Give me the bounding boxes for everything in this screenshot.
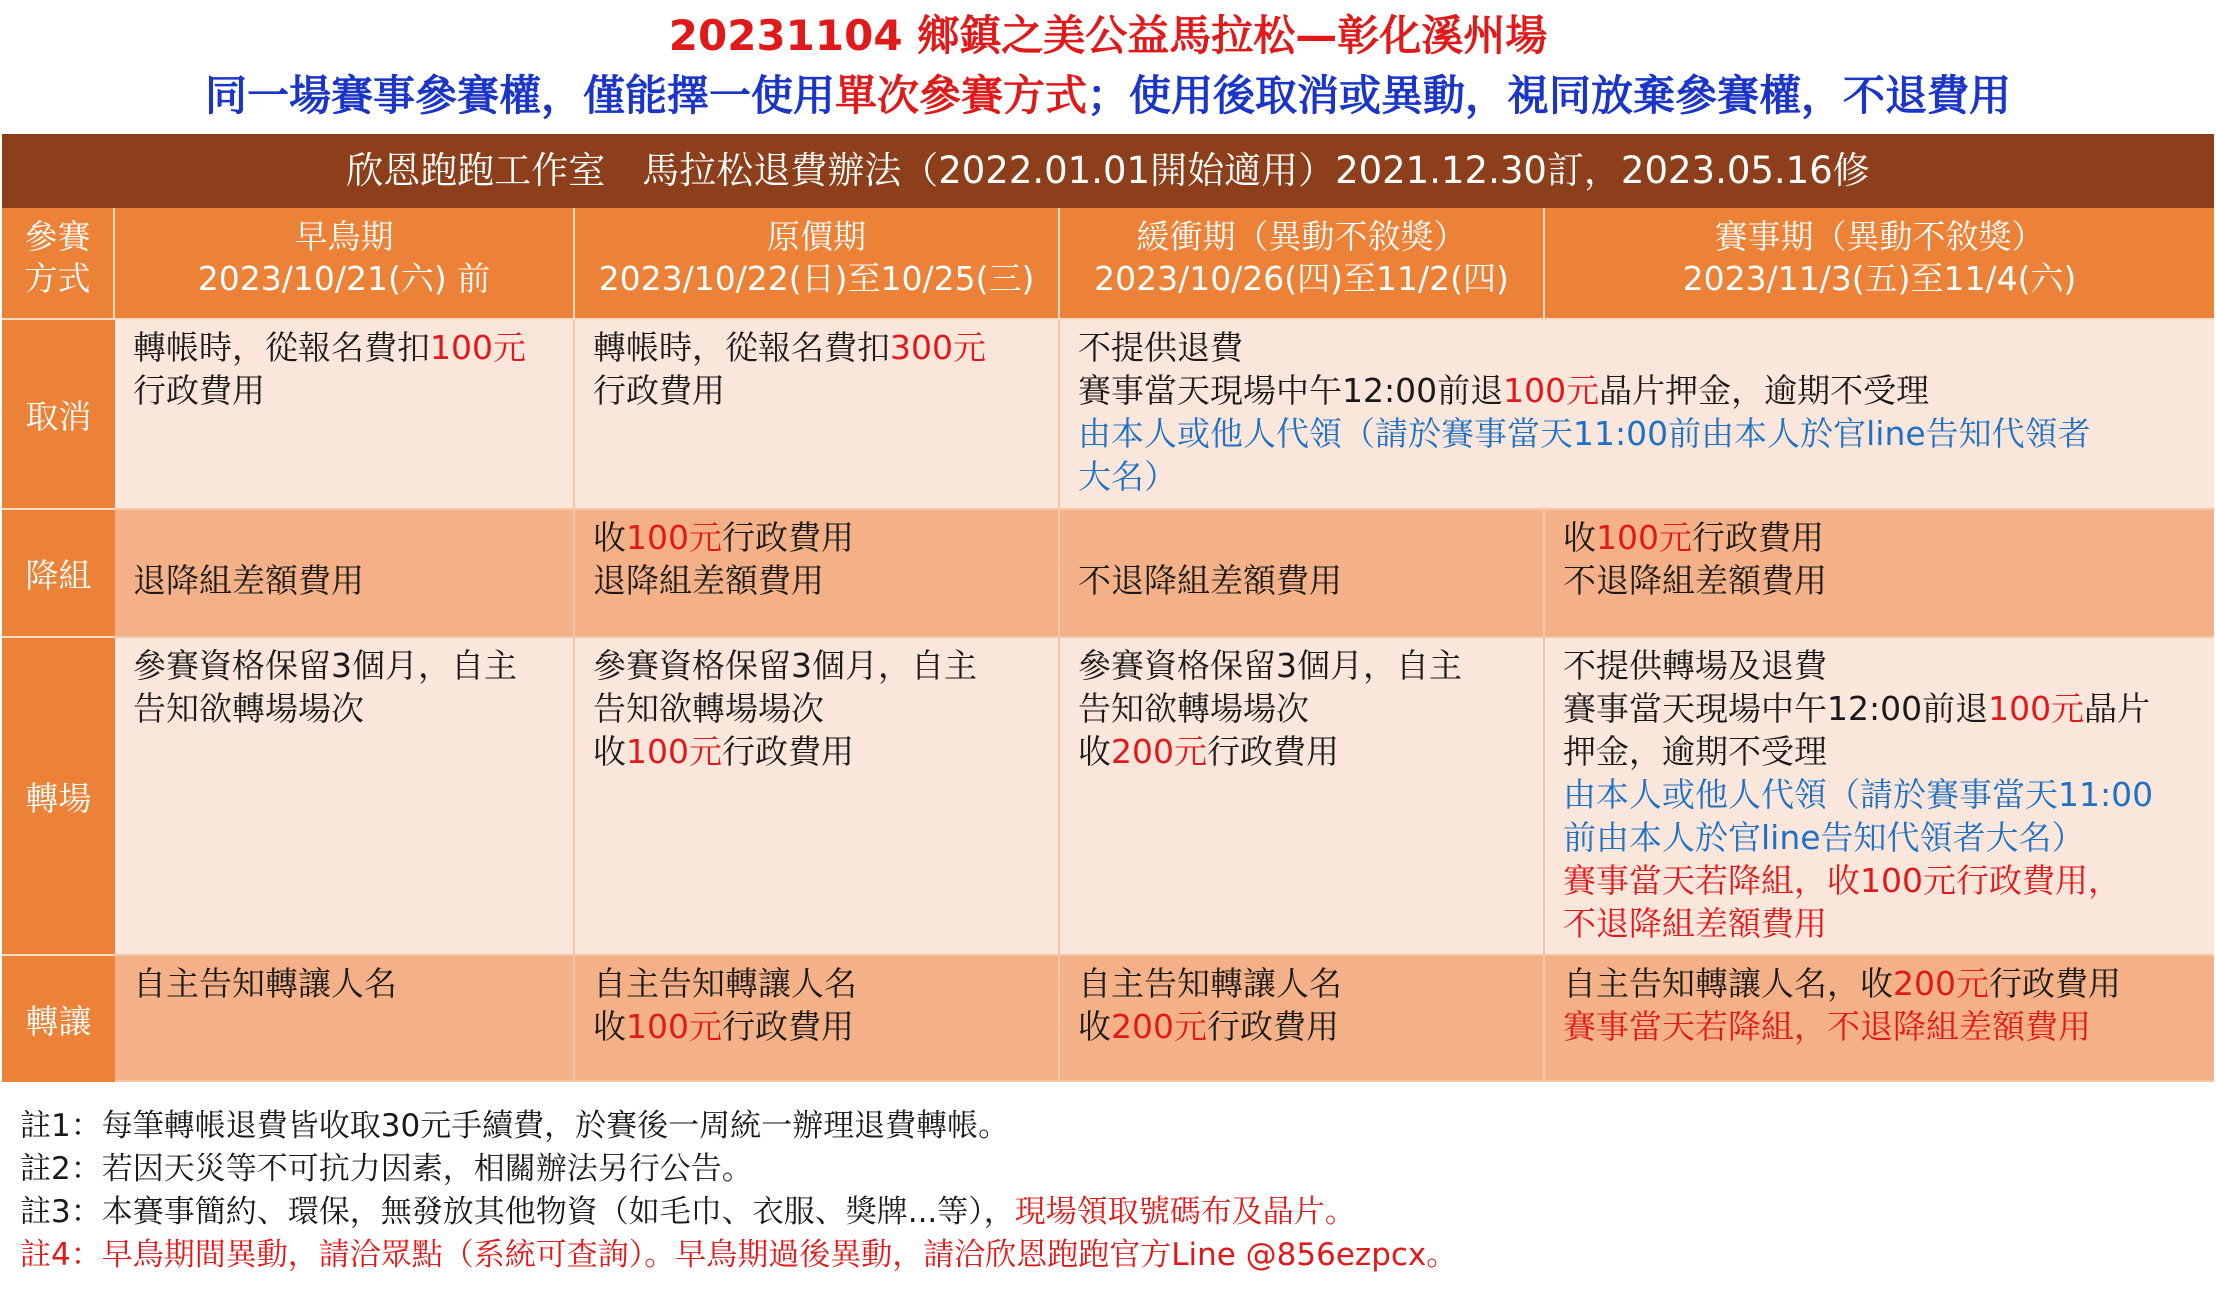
row-head-transfer-event-label: 轉場 [25, 778, 92, 818]
row-head-downgrade-label: 降組 [25, 555, 92, 595]
note-2: 註2：若因天災等不可抗力因素，相關辦法另行公告。 [20, 1151, 753, 1187]
text: 行政費用 [722, 518, 854, 557]
transfer-event-early-line1: 參賽資格保留3個月，自主 [133, 646, 517, 685]
transfer-name-race-cell [1545, 956, 2214, 1082]
cancel-regular-line1 [593, 326, 1048, 369]
refund-policy-banner: 欣恩跑跑工作室 馬拉松退費辦法（2022.01.01開始適用）2021.12.30訂，2023.05.16修 [2, 134, 2214, 208]
fee-highlight: 100元 [1503, 371, 1600, 410]
fee-highlight: 100元 [430, 328, 526, 367]
row-head-downgrade [2, 510, 115, 638]
fee-highlight: 200元 [1893, 964, 1989, 1003]
transfer-event-regular-line2: 告知欲轉場場次 [593, 689, 824, 728]
row-head-transfer-name [2, 956, 115, 1082]
text: 自主告知轉讓人名，收 [1563, 964, 1893, 1003]
header-method-line2: 方式 [24, 259, 91, 298]
transfer-name-race-line2: 賽事當天若降組，不退降組差額費用 [1563, 1007, 2091, 1046]
text: 行政費用 [1989, 964, 2121, 1003]
note-3 [20, 1191, 1457, 1234]
text: 收 [593, 1007, 626, 1046]
transfer-name-buffer-cell [1060, 956, 1545, 1082]
transfer-event-race-line7: 不退降組差額費用 [1563, 904, 1827, 943]
fee-highlight: 100元 [626, 518, 722, 557]
fee-highlight: 100元 [1988, 689, 2085, 728]
header-race-label: 賽事期（異動不敘獎） [1714, 217, 2045, 256]
transfer-event-race-cell [1545, 638, 2214, 956]
transfer-name-early-line1: 自主告知轉讓人名 [133, 964, 397, 1003]
text: 賽事當天現場中午12:00前退 [1563, 689, 1989, 728]
transfer-event-race-line2 [1563, 687, 2204, 730]
header-early-date: 2023/10/21(六) 前 [197, 259, 491, 298]
note-1: 註1：每筆轉帳退費皆收取30元手續費，於賽後一周統一辦理退費轉帳。 [20, 1108, 1010, 1144]
text: 註3：本賽事簡約、環保，無發放其他物資（如毛巾、衣服、獎牌...等）， [20, 1194, 1015, 1230]
header-buffer-label: 緩衝期（異動不敘獎） [1136, 217, 1467, 256]
fee-highlight: 200元 [1111, 1007, 1207, 1046]
transfer-name-regular-line1: 自主告知轉讓人名 [593, 964, 857, 1003]
downgrade-regular-cell [575, 510, 1060, 638]
cancel-early-cell [115, 320, 575, 510]
transfer-event-regular-cell [575, 638, 1060, 956]
transfer-event-buffer-line3 [1078, 730, 1533, 773]
downgrade-regular-line1 [593, 516, 1048, 559]
header-race [1545, 208, 2214, 320]
transfer-event-regular-line3 [593, 730, 1048, 773]
transfer-event-race-line4: 由本人或他人代領（請於賽事當天11:00 [1563, 775, 2154, 814]
text: 行政費用 [722, 1007, 854, 1046]
note-4: 註4：早鳥期間異動，請洽眾點（系統可查詢）。早鳥期過後異動，請洽欣恩跑跑官方Line @856ezpcx。 [20, 1237, 1458, 1273]
fee-highlight: 300元 [890, 328, 986, 367]
header-race-date: 2023/11/3(五)至11/4(六) [1682, 259, 2077, 298]
header-buffer [1060, 208, 1545, 320]
text: 收 [1563, 518, 1596, 557]
transfer-event-buffer-line2: 告知欲轉場場次 [1078, 689, 1309, 728]
downgrade-buffer-cell [1060, 510, 1545, 638]
page-subtitle [0, 66, 2216, 126]
transfer-event-buffer-line1: 參賽資格保留3個月，自主 [1078, 646, 1462, 685]
cancel-late-cell [1060, 320, 2214, 510]
cancel-regular-cell [575, 320, 1060, 510]
header-method-line1: 參賽 [24, 217, 91, 256]
transfer-event-buffer-cell [1060, 638, 1545, 956]
cancel-late-line2 [1078, 369, 2204, 412]
header-regular-label: 原價期 [767, 217, 866, 256]
row-head-transfer-event [2, 638, 115, 956]
transfer-event-race-line6: 賽事當天若降組，收100元行政費用， [1563, 861, 2121, 900]
transfer-name-buffer-line2 [1078, 1005, 1533, 1048]
text: 行政費用 [1207, 732, 1339, 771]
transfer-name-early-cell [115, 956, 575, 1082]
downgrade-early-line1: 退降組差額費用 [133, 561, 364, 600]
text: 行政費用 [722, 732, 854, 771]
text: 收 [1078, 732, 1111, 771]
cancel-early-line2: 行政費用 [133, 371, 265, 410]
row-head-cancel [2, 320, 115, 510]
downgrade-race-line1 [1563, 516, 2204, 559]
row-head-cancel-label: 取消 [25, 396, 92, 436]
downgrade-race-cell [1545, 510, 2214, 638]
cancel-regular-line2: 行政費用 [593, 371, 725, 410]
header-early-label: 早鳥期 [294, 217, 394, 256]
transfer-name-regular-line2 [593, 1005, 1048, 1048]
fee-highlight: 200元 [1111, 732, 1207, 771]
fee-highlight: 100元 [626, 1007, 722, 1046]
cancel-late-line3: 由本人或他人代領（請於賽事當天11:00前由本人於官line告知代領者 [1078, 414, 2091, 453]
transfer-event-early-cell [115, 638, 575, 956]
notes-section [20, 1105, 1457, 1277]
cancel-late-line1: 不提供退費 [1078, 328, 1243, 367]
text: 行政費用 [1692, 518, 1824, 557]
note-3-highlight: 現場領取號碼布及晶片。 [1014, 1194, 1356, 1230]
transfer-name-regular-cell [575, 956, 1060, 1082]
transfer-event-race-line5: 前由本人於官line告知代領者大名） [1563, 818, 2085, 857]
transfer-event-race-line3: 押金，逾期不受理 [1563, 732, 1827, 771]
text: 收 [593, 518, 626, 557]
fee-highlight: 100元 [1596, 518, 1692, 557]
cancel-early-line1 [133, 326, 563, 369]
subtitle-part-2: ；使用後取消或異動，視同放棄參賽權，不退費用 [1087, 71, 2012, 120]
cancel-late-line4: 大名） [1078, 457, 1177, 496]
header-method [2, 208, 115, 320]
text: 晶片押金，逾期不受理 [1599, 371, 1930, 410]
header-buffer-date: 2023/10/26(四)至11/2(四) [1094, 259, 1509, 298]
transfer-event-race-line1: 不提供轉場及退費 [1563, 646, 1827, 685]
text: 轉帳時，從報名費扣 [593, 328, 890, 367]
row-head-transfer-name-label: 轉讓 [25, 1001, 92, 1041]
text: 轉帳時，從報名費扣 [133, 328, 430, 367]
downgrade-buffer-line1: 不退降組差額費用 [1078, 561, 1342, 600]
header-regular-date: 2023/10/22(日)至10/25(三) [598, 259, 1035, 298]
page-title: 20231104 鄉鎮之美公益馬拉松—彰化溪州場 [668, 11, 1548, 60]
header-regular [575, 208, 1060, 320]
transfer-event-early-line2: 告知欲轉場場次 [133, 689, 364, 728]
fee-highlight: 100元 [626, 732, 722, 771]
transfer-event-regular-line1: 參賽資格保留3個月，自主 [593, 646, 977, 685]
downgrade-regular-line2: 退降組差額費用 [593, 561, 824, 600]
text: 賽事當天現場中午12:00前退 [1078, 371, 1504, 410]
subtitle-highlight: 單次參賽方式 [834, 71, 1087, 120]
text: 收 [593, 732, 626, 771]
subtitle-part-1: 同一場賽事參賽權，僅能擇一使用 [204, 71, 835, 120]
text: 行政費用 [1207, 1007, 1339, 1046]
text: 晶片 [2084, 689, 2151, 728]
header-early [115, 208, 575, 320]
downgrade-early-cell [115, 510, 575, 638]
downgrade-race-line2: 不退降組差額費用 [1563, 561, 1827, 600]
text: 收 [1078, 1007, 1111, 1046]
transfer-name-buffer-line1: 自主告知轉讓人名 [1078, 964, 1342, 1003]
transfer-name-race-line1 [1563, 962, 2204, 1005]
